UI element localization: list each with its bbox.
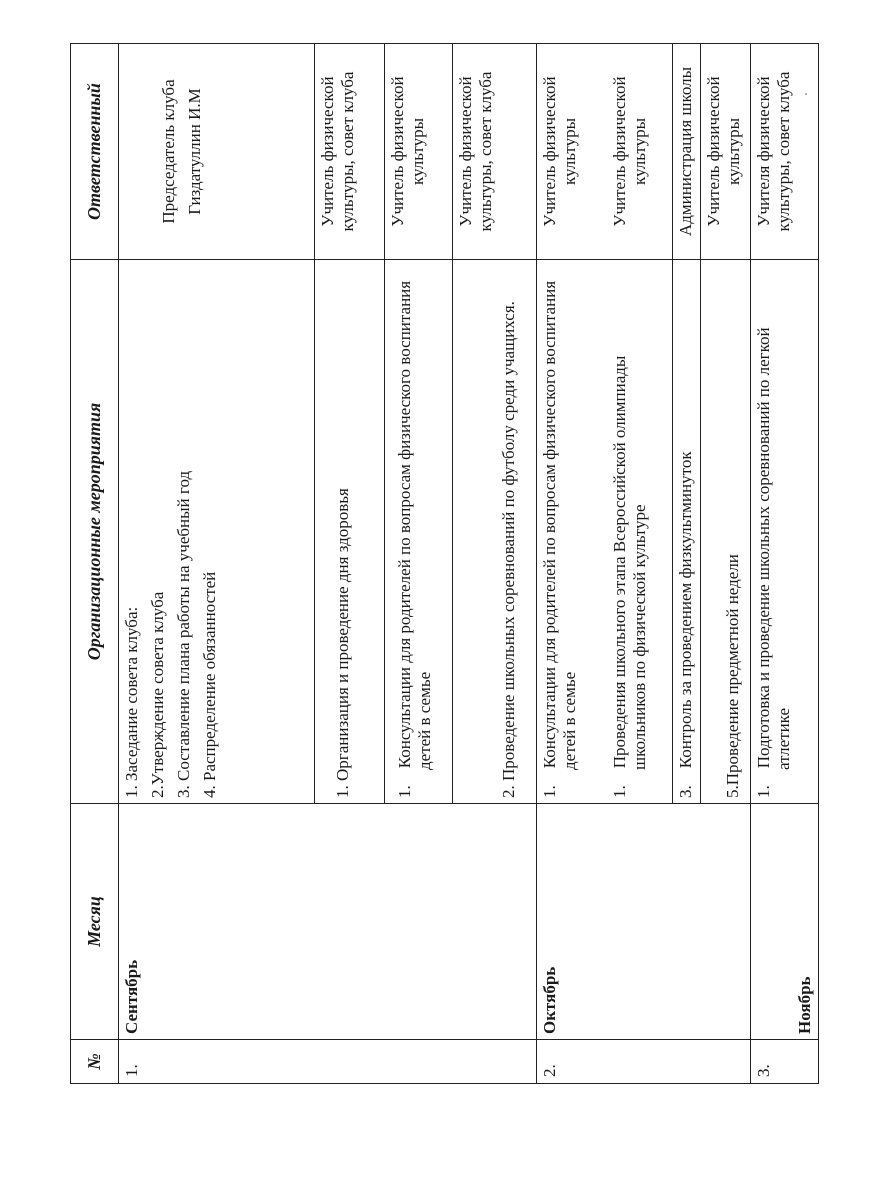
header-events: Организационные мероприятия — [71, 260, 119, 804]
oct-responsible-cell — [537, 44, 673, 260]
table-row — [751, 44, 819, 1084]
oct-responsible-2: Учитель физической культуры — [610, 76, 650, 227]
sept-event-1: 1. Заседание совета клуба: — [122, 606, 141, 798]
sept-event-4: 4. Распределение обязанностей — [200, 571, 220, 798]
rotated-table-container — [70, 44, 814, 1084]
row-num-2: 2. — [537, 1040, 751, 1084]
sept-event-consult — [385, 260, 453, 804]
sept-responsible-2: Учитель физической культуры, совет клуба — [315, 44, 385, 260]
table-row — [537, 44, 673, 1084]
oct-events-cell — [537, 260, 673, 804]
sept-responsible-4: Учитель физической культуры, совет клуба — [453, 44, 537, 260]
oct-event1-num: 1. — [540, 785, 559, 798]
month-october: Октябрь — [537, 804, 751, 1040]
nov-event-num: 1. — [754, 785, 773, 798]
oct-event-week: 5.Проведение предметной недели — [701, 260, 751, 804]
sept-responsible-1 — [119, 44, 315, 260]
header-num: № — [71, 1040, 119, 1084]
sept-consult-text: Консультации для родителей по вопросам физического воспитания детей в семье — [395, 280, 435, 770]
sept-event-health-day: 1. Организация и проведение дня здоровья — [315, 260, 385, 804]
sept-event-football: 2. Проведение школьных соревнований по футболу среди учащихся. — [453, 260, 537, 804]
table-row — [119, 44, 315, 1084]
oct-responsible-1: Учитель физической культуры — [540, 76, 580, 227]
oct-responsible-4: Учитель физической культуры — [701, 44, 751, 260]
sept-meeting-cell — [119, 260, 315, 804]
row-num-3: 3. — [751, 1040, 819, 1084]
month-november: Ноябрь — [751, 804, 819, 1040]
sept-event-3: 3. Составление плана работы на учебный год — [174, 470, 194, 798]
sept-responsible-3: Учитель физической культуры — [385, 44, 453, 260]
sept-event-2: 2.Утверждение совета клуба — [148, 591, 168, 798]
row-num-1: 1. — [119, 1040, 537, 1084]
oct-event2-text: Проведения школьного этапа Всероссийской олимпиады школьников по физической культуре — [610, 355, 650, 770]
nov-event-athletics — [751, 260, 819, 804]
responsible-chair: Председатель клуба — [159, 79, 178, 224]
events-table — [70, 43, 819, 1084]
sept-consult-num: 1. — [395, 785, 414, 798]
nov-event-text: Подготовка и проведение школьных соревнований по легкой атлетике — [754, 327, 794, 770]
oct-event1-text: Консультации для родителей по вопросам физического воспитания детей в семье — [540, 280, 580, 770]
responsible-name: Гиздатуллин И.М — [185, 88, 205, 215]
oct-event-minutes: 3. Контроль за проведением физкультминуток — [673, 260, 701, 804]
month-september: Сентябрь — [119, 804, 537, 1040]
header-month: Месяц — [71, 804, 119, 1040]
nov-responsible: Учителя физической культуры, совет клуба — [751, 44, 819, 260]
header-responsible: Ответственный — [71, 44, 119, 260]
oct-responsible-3: Администрация школы — [673, 44, 701, 260]
oct-event2-num: 1. — [610, 785, 630, 798]
